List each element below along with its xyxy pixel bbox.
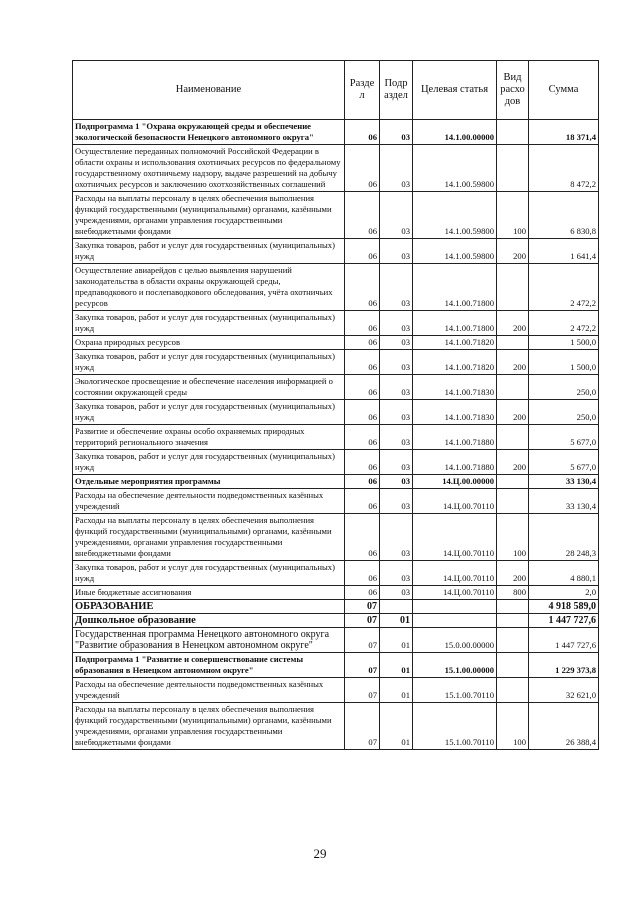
row-subsection-cell: 03 <box>380 561 413 586</box>
row-name-cell: Государственная программа Ненецкого автономного округа "Развитие образования в Ненецком автономном округе" <box>73 628 345 653</box>
row-section-cell: 06 <box>345 586 380 600</box>
row-subsection-cell: 03 <box>380 336 413 350</box>
row-subsection-cell: 01 <box>380 628 413 653</box>
row-section-cell: 06 <box>345 400 380 425</box>
row-section-cell: 06 <box>345 350 380 375</box>
row-subsection-cell: 03 <box>380 145 413 192</box>
table-row <box>73 514 599 561</box>
row-name-cell: Экологическое просвещение и обеспечение населения информацией о состоянии окружающей среды <box>73 375 345 400</box>
row-sum-cell: 6 830,8 <box>529 192 599 239</box>
table-row <box>73 311 599 336</box>
row-target-cell: 14.1.00.71820 <box>413 350 497 375</box>
row-kind-cell <box>497 614 529 628</box>
header-section: Разде л <box>345 61 380 120</box>
row-target-cell <box>413 614 497 628</box>
row-sum-cell: 1 447 727,6 <box>529 628 599 653</box>
row-sum-cell: 2 472,2 <box>529 264 599 311</box>
row-subsection-cell: 03 <box>380 450 413 475</box>
row-name-cell: Закупка товаров, работ и услуг для государственных (муниципальных) нужд <box>73 311 345 336</box>
row-kind-cell: 200 <box>497 239 529 264</box>
row-section-cell: 06 <box>345 336 380 350</box>
table-row <box>73 120 599 145</box>
row-subsection-cell: 03 <box>380 120 413 145</box>
budget-table <box>72 60 599 750</box>
table-row <box>73 586 599 600</box>
row-kind-cell <box>497 120 529 145</box>
table-row <box>73 145 599 192</box>
row-target-cell: 14.1.00.71830 <box>413 375 497 400</box>
row-kind-cell: 200 <box>497 311 529 336</box>
row-target-cell <box>413 600 497 614</box>
row-kind-cell: 200 <box>497 450 529 475</box>
row-section-cell: 06 <box>345 239 380 264</box>
row-section-cell: 06 <box>345 489 380 514</box>
table-row <box>73 264 599 311</box>
row-kind-cell <box>497 678 529 703</box>
row-subsection-cell: 03 <box>380 489 413 514</box>
row-sum-cell: 28 248,3 <box>529 514 599 561</box>
row-subsection-cell: 01 <box>380 678 413 703</box>
table-header-row <box>73 61 599 120</box>
row-sum-cell: 8 472,2 <box>529 145 599 192</box>
row-section-cell: 07 <box>345 600 380 614</box>
row-section-cell: 07 <box>345 653 380 678</box>
row-section-cell: 07 <box>345 628 380 653</box>
row-target-cell: 14.1.00.71820 <box>413 336 497 350</box>
row-name-cell: Подпрограмма 1 "Развитие и совершенствование системы образования в Ненецком автономном округе" <box>73 653 345 678</box>
row-target-cell: 14.1.00.00000 <box>413 120 497 145</box>
row-subsection-cell: 01 <box>380 703 413 750</box>
row-sum-cell: 1 229 373,8 <box>529 653 599 678</box>
row-subsection-cell: 03 <box>380 475 413 489</box>
row-name-cell: Закупка товаров, работ и услуг для государственных (муниципальных) нужд <box>73 450 345 475</box>
row-kind-cell: 100 <box>497 514 529 561</box>
header-sum: Сумма <box>529 61 599 120</box>
row-section-cell: 07 <box>345 614 380 628</box>
row-sum-cell: 26 388,4 <box>529 703 599 750</box>
row-sum-cell: 2 472,2 <box>529 311 599 336</box>
row-name-cell: Расходы на выплаты персоналу в целях обеспечения выполнения функций государственными (муниципальными) органами, казёнными учреждениями, органами управления государственными внебюджетными фондами <box>73 514 345 561</box>
row-subsection-cell: 03 <box>380 239 413 264</box>
table-body <box>73 120 599 750</box>
row-sum-cell: 1 500,0 <box>529 350 599 375</box>
table-row <box>73 678 599 703</box>
row-sum-cell: 33 130,4 <box>529 475 599 489</box>
row-kind-cell <box>497 489 529 514</box>
row-target-cell: 14.1.00.59800 <box>413 192 497 239</box>
row-name-cell: Расходы на выплаты персоналу в целях обеспечения выполнения функций государственными (муниципальными) органами, казёнными учреждениями, органами управления государственными внебюджетными фондами <box>73 192 345 239</box>
row-name-cell: Подпрограмма 1 "Охрана окружающей среды и обеспечение экологической безопасности Ненецкого автономного округа" <box>73 120 345 145</box>
row-target-cell: 14.1.00.59800 <box>413 145 497 192</box>
row-subsection-cell: 03 <box>380 192 413 239</box>
table-row <box>73 614 599 628</box>
row-section-cell: 06 <box>345 561 380 586</box>
table-row <box>73 653 599 678</box>
row-target-cell: 14.1.00.71880 <box>413 450 497 475</box>
row-name-cell: Дошкольное образование <box>73 614 345 628</box>
table-row <box>73 475 599 489</box>
header-name: Наименование <box>73 61 345 120</box>
row-sum-cell: 4 880,1 <box>529 561 599 586</box>
row-section-cell: 06 <box>345 264 380 311</box>
table-row <box>73 400 599 425</box>
row-section-cell: 07 <box>345 703 380 750</box>
row-kind-cell <box>497 145 529 192</box>
row-name-cell: Осуществление переданных полномочий Российской Федерации в области охраны и использования охотничьих ресурсов по федеральному государственному охотничьему надзору, выдаче разрешений на добычу охотничьих ресурсов и заключению охотхозяйственных соглашений <box>73 145 345 192</box>
row-target-cell: 14.Ц.00.70110 <box>413 489 497 514</box>
row-kind-cell <box>497 336 529 350</box>
table-row <box>73 561 599 586</box>
row-section-cell: 06 <box>345 514 380 561</box>
row-target-cell: 14.1.00.59800 <box>413 239 497 264</box>
row-kind-cell <box>497 264 529 311</box>
row-subsection-cell: 03 <box>380 375 413 400</box>
row-subsection-cell: 03 <box>380 350 413 375</box>
row-section-cell: 06 <box>345 375 380 400</box>
row-name-cell: Развитие и обеспечение охраны особо охраняемых природных территорий регионального значения <box>73 425 345 450</box>
row-name-cell: Иные бюджетные ассигнования <box>73 586 345 600</box>
row-name-cell: Закупка товаров, работ и услуг для государственных (муниципальных) нужд <box>73 561 345 586</box>
row-kind-cell <box>497 653 529 678</box>
row-target-cell: 14.1.00.71880 <box>413 425 497 450</box>
row-name-cell: Закупка товаров, работ и услуг для государственных (муниципальных) нужд <box>73 239 345 264</box>
table-row <box>73 375 599 400</box>
row-target-cell: 14.Ц.00.70110 <box>413 586 497 600</box>
table-row <box>73 239 599 264</box>
row-kind-cell <box>497 375 529 400</box>
row-name-cell: ОБРАЗОВАНИЕ <box>73 600 345 614</box>
row-target-cell: 15.1.00.00000 <box>413 653 497 678</box>
row-section-cell: 06 <box>345 311 380 336</box>
row-kind-cell <box>497 425 529 450</box>
row-subsection-cell: 03 <box>380 311 413 336</box>
row-target-cell: 14.1.00.71800 <box>413 264 497 311</box>
row-name-cell: Закупка товаров, работ и услуг для государственных (муниципальных) нужд <box>73 350 345 375</box>
row-target-cell: 14.Ц.00.00000 <box>413 475 497 489</box>
row-section-cell: 06 <box>345 120 380 145</box>
row-sum-cell: 32 621,0 <box>529 678 599 703</box>
header-subsection: Подр аздел <box>380 61 413 120</box>
row-subsection-cell: 03 <box>380 514 413 561</box>
row-target-cell: 14.1.00.71830 <box>413 400 497 425</box>
row-sum-cell: 5 677,0 <box>529 450 599 475</box>
row-name-cell: Расходы на обеспечение деятельности подведомственных казённых учреждений <box>73 489 345 514</box>
row-sum-cell: 250,0 <box>529 375 599 400</box>
row-subsection-cell: 03 <box>380 400 413 425</box>
row-target-cell: 14.1.00.71800 <box>413 311 497 336</box>
row-section-cell: 06 <box>345 450 380 475</box>
row-sum-cell: 1 641,4 <box>529 239 599 264</box>
row-kind-cell <box>497 628 529 653</box>
page-number: 29 <box>313 846 327 861</box>
row-sum-cell: 4 918 589,0 <box>529 600 599 614</box>
row-name-cell: Расходы на обеспечение деятельности подведомственных казённых учреждений <box>73 678 345 703</box>
row-sum-cell: 18 371,4 <box>529 120 599 145</box>
row-target-cell: 15.1.00.70110 <box>413 678 497 703</box>
row-subsection-cell: 03 <box>380 586 413 600</box>
table-row <box>73 703 599 750</box>
row-sum-cell: 1 500,0 <box>529 336 599 350</box>
row-subsection-cell: 03 <box>380 425 413 450</box>
row-sum-cell: 33 130,4 <box>529 489 599 514</box>
table-row <box>73 336 599 350</box>
row-sum-cell: 5 677,0 <box>529 425 599 450</box>
row-name-cell: Закупка товаров, работ и услуг для государственных (муниципальных) нужд <box>73 400 345 425</box>
table-row <box>73 628 599 653</box>
table-row <box>73 600 599 614</box>
row-section-cell: 07 <box>345 678 380 703</box>
row-subsection-cell: 01 <box>380 653 413 678</box>
row-target-cell: 14.Ц.00.70110 <box>413 561 497 586</box>
row-name-cell: Охрана природных ресурсов <box>73 336 345 350</box>
row-section-cell: 06 <box>345 192 380 239</box>
table-row <box>73 350 599 375</box>
table-row <box>73 425 599 450</box>
row-section-cell: 06 <box>345 475 380 489</box>
row-subsection-cell <box>380 600 413 614</box>
table-row <box>73 192 599 239</box>
table-row <box>73 489 599 514</box>
row-kind-cell: 200 <box>497 400 529 425</box>
row-kind-cell: 200 <box>497 561 529 586</box>
row-kind-cell: 800 <box>497 586 529 600</box>
row-kind-cell <box>497 600 529 614</box>
row-sum-cell: 250,0 <box>529 400 599 425</box>
row-kind-cell: 100 <box>497 703 529 750</box>
row-target-cell: 15.1.00.70110 <box>413 703 497 750</box>
row-kind-cell: 200 <box>497 350 529 375</box>
table-row <box>73 450 599 475</box>
row-subsection-cell: 03 <box>380 264 413 311</box>
header-expense-kind: Вид расхо дов <box>497 61 529 120</box>
row-sum-cell: 2,0 <box>529 586 599 600</box>
row-kind-cell: 100 <box>497 192 529 239</box>
budget-table-container <box>72 60 598 750</box>
row-target-cell: 14.Ц.00.70110 <box>413 514 497 561</box>
row-name-cell: Осуществление авиарейдов с целью выявления нарушений законодательства в области охраны окружающей среды, предпаводкового и послепаводкового обследования, учёта охотничьих ресурсов <box>73 264 345 311</box>
row-sum-cell: 1 447 727,6 <box>529 614 599 628</box>
row-section-cell: 06 <box>345 425 380 450</box>
row-name-cell: Отдельные мероприятия программы <box>73 475 345 489</box>
row-name-cell: Расходы на выплаты персоналу в целях обеспечения выполнения функций государственными (муниципальными) органами, казёнными учреждениями, органами управления государственными внебюджетными фондами <box>73 703 345 750</box>
row-subsection-cell: 01 <box>380 614 413 628</box>
row-section-cell: 06 <box>345 145 380 192</box>
row-target-cell: 15.0.00.00000 <box>413 628 497 653</box>
header-target-article: Целевая статья <box>413 61 497 120</box>
row-kind-cell <box>497 475 529 489</box>
